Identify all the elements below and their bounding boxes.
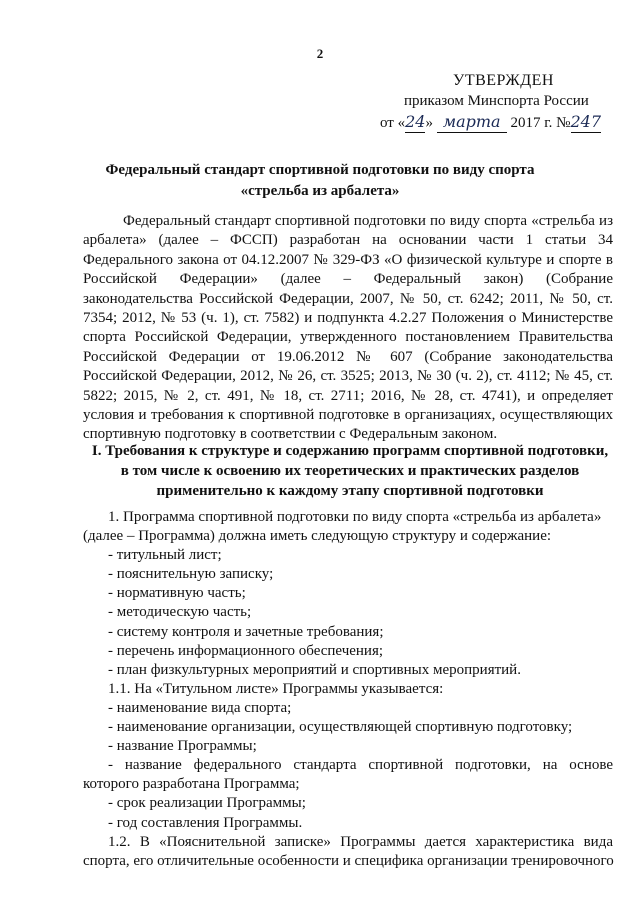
section-heading-line1: I. Требования к структуре и содержанию программ спортивной подготовки, <box>91 443 609 459</box>
list-item: - титульный лист; <box>108 547 222 564</box>
date-mid: » <box>425 115 433 131</box>
list-item: - методическую часть; <box>108 604 252 621</box>
approval-order-line: приказом Минспорта России <box>404 93 589 109</box>
list-item-continuation: которого разработана Программа; <box>83 776 300 793</box>
date-year: 2017 г. № <box>510 115 571 131</box>
list-item: - план физкультурных мероприятий и спортивных мероприятий. <box>108 661 521 678</box>
list-item: - название федерального стандарта спортивной подготовки, на основе <box>108 757 613 774</box>
clause-1-2-line1: 1.2. В «Пояснительной записке» Программы дается характеристика вида <box>108 833 613 850</box>
list-item: - наименование вида спорта; <box>108 699 292 716</box>
document-title-line2: «стрельба из арбалета» <box>240 183 400 199</box>
clause-1-line1: 1. Программа спортивной подготовки по виду спорта «стрельба из арбалета» <box>108 509 602 525</box>
section-heading-line3: применительно к каждому этапу спортивной подготовки <box>156 483 544 499</box>
list-item: - перечень информационного обеспечения; <box>108 642 384 659</box>
document-title-line1: Федеральный стандарт спортивной подготовки по виду спорта <box>105 162 535 178</box>
section-heading-line2: в том числе к освоению их теоретических и практических разделов <box>120 463 580 479</box>
clause-1-1-heading: 1.1. На «Титульном листе» Программы указывается: <box>108 680 444 697</box>
list-item: - пояснительную записку; <box>108 566 274 583</box>
handwritten-day: 24 <box>405 112 426 131</box>
approval-date-line <box>380 112 625 133</box>
page-number: 2 <box>316 46 324 61</box>
list-item: - название Программы; <box>108 738 257 755</box>
approval-stamp <box>380 72 625 133</box>
list-item: - систему контроля и зачетные требования; <box>108 623 384 640</box>
requirements-list <box>83 508 613 871</box>
date-prefix: от « <box>380 115 406 131</box>
clause-1-line2: (далее – Программа) должна иметь следующую структуру и содержание: <box>83 528 552 545</box>
approval-title: УТВЕРЖДЕН <box>453 72 554 89</box>
document-title <box>0 160 640 202</box>
handwritten-number: 247 <box>570 112 602 131</box>
list-item: - год составления Программы. <box>108 814 303 831</box>
list-item: - наименование организации, осуществляющей спортивную подготовку; <box>108 719 573 736</box>
list-item: - срок реализации Программы; <box>108 795 306 812</box>
list-item: - нормативную часть; <box>108 585 246 602</box>
handwritten-month: марта <box>437 112 507 133</box>
clause-1-2-line2: спорта, его отличительные особенности и специфика организации тренировочного <box>83 852 614 869</box>
intro-paragraph: Федеральный стандарт спортивной подготовки по виду спорта «стрельба из арбалета» (далее – ФССП) разработан на основании части 1 статьи 34 Федерального закона от 04.12.2007 № 329-ФЗ «О физической культуре и спорте в Российской Федерации» (далее – Федеральный закон) (Собрание законодательства Российской Федерации, 2007, № 50, ст. 6242; 2011, № 50, ст. 7354; 2012, № 53 (ч. 1), ст. 7582) и подпункта 4.2.27 Положения о Министерстве спорта Российской Федерации, утвержденного постановлением Правительства Российской Федерации от 19.06.2012 № 607 (Собрание законодательства Российской Федерации, 2012, № 26, ст. 3525; 2013, № 30 (ч. 2), ст. 4112; № 45, ст. 5822; 2015, № 2, ст. 491, № 18, ст. 2711; 2016, № 28, ст. 4741), и определяет условия и требования к спортивной подготовке в организациях, осуществляющих спортивную подготовку в соответствии с Федеральным законом. <box>83 213 613 443</box>
section-heading <box>70 441 630 501</box>
